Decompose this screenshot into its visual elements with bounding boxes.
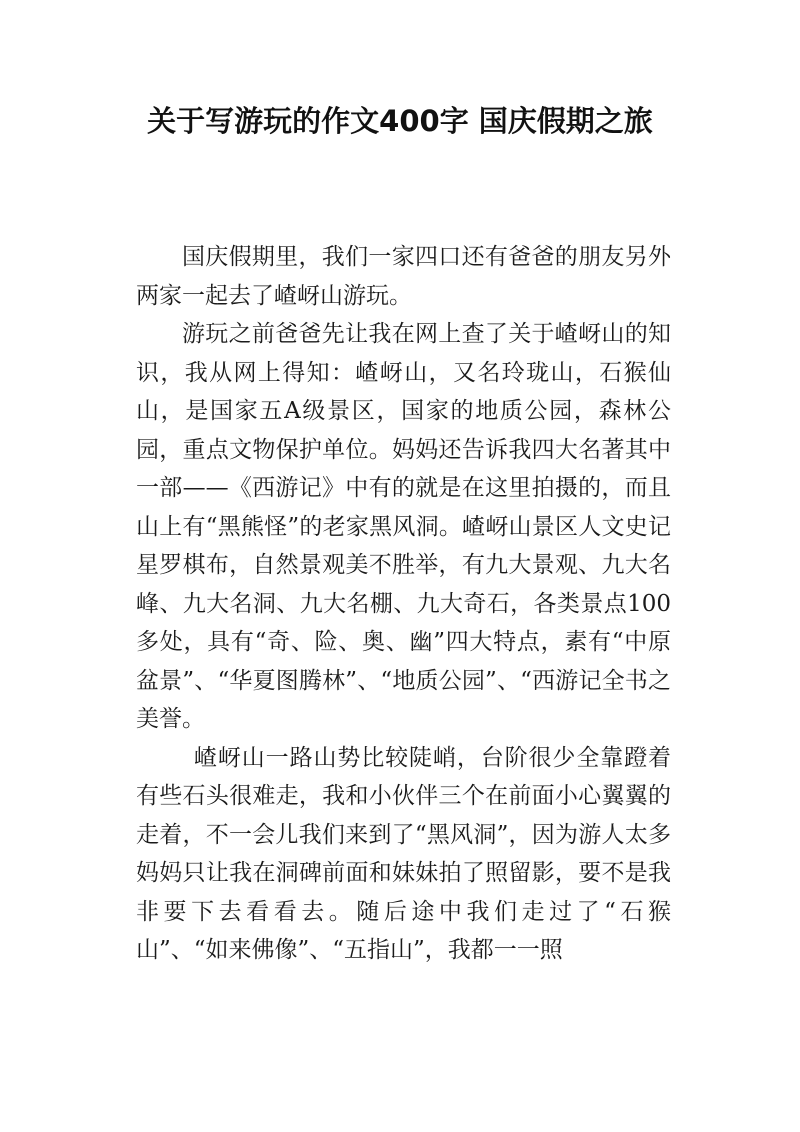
document-title: 关于写游玩的作文400字 国庆假期之旅 — [147, 104, 653, 138]
paragraph-1: 国庆假期里，我们一家四口还有爸爸的朋友另外两家一起去了嵖岈山游玩。 — [136, 244, 671, 309]
paragraph-2: 游玩之前爸爸先让我在网上查了关于嵖岈山的知识，我从网上得知：嵖岈山，又名玲珑山，石猴仙山，是国家五A级景区，国家的地质公园，森林公园，重点文物保护单位。妈妈还告诉我四大名著其中一部——《西游记》中有的就是在这里拍摄的，而且山上有“黑熊怪”的老家黑风洞。嵖岈山景区人文史记星罗棋布，自然景观美不胜举，有九大景观、九大名峰、九大名洞、九大名棚、九大奇石，各类景点100多处，具有“奇、险、奥、幽”四大特点，素有“中原盆景”、“华夏图腾林”、“地质公园”、“西游记全书之美誉。 — [136, 321, 671, 732]
document-body — [136, 238, 671, 970]
paragraph-3: 嵖岈山一路山势比较陡峭，台阶很少全靠蹬着有些石头很难走，我和小伙伴三个在前面小心翼翼的走着，不一会儿我们来到了“黑风洞”，因为游人太多妈妈只让我在洞碑前面和妹妹拍了照留影，要不是我非要下去看看去。随后途中我们走过了“石猴山”、“如来佛像”、“五指山”，我都一一照 — [136, 744, 671, 963]
